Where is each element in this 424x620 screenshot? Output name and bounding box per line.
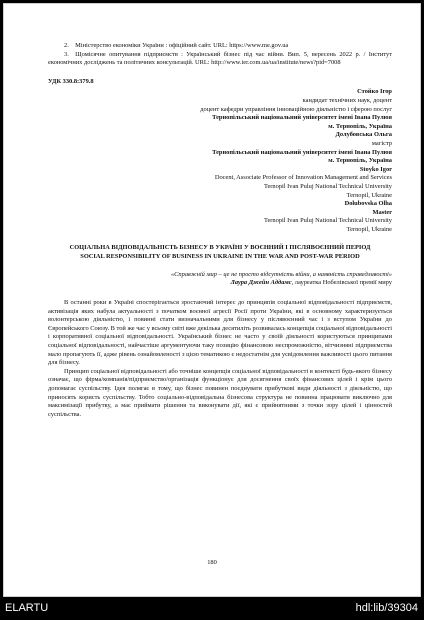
author-degree: магістр (371, 139, 392, 147)
author-block (48, 88, 392, 234)
author-affiliation: Тернопільський національний університет імені Івана Пулюя (212, 148, 392, 156)
author-affiliation: Тернопільський національний університет імені Івана Пулюя (212, 114, 392, 122)
epigraph-attribution (48, 279, 392, 288)
page-content (48, 42, 392, 419)
epigraph-note: , лауреатка Нобелівської премії миру (291, 279, 392, 287)
epigraph (48, 271, 392, 288)
body-paragraph: Принцип соціальної відповідальності або точніше концепція соціальної відповідальності в контексті будь-якого бізнесу означає, що фірма/компанія/підприємство/організація функціонує для досягнення своїх фінансових цілей і крім цього допомагає суспільству. Ідея полягає в тому, що бізнес повинен поєднувати прибуткові види діяльності з діяльністю, що приносять користь суспільству. Тобто соціально-відповідальна бізнесова структура не повинна працювати виключно для максимізації прибутку, а має приймати рішення та виконувати дії, які є прийнятними з точки зору цілей і цінностей суспільства. (48, 367, 392, 418)
author-affiliation: Ternopil Ivan Puluj National Technical University (263, 182, 392, 190)
page-number: 180 (207, 559, 217, 566)
author-city: Ternopil, Ukraine (346, 191, 392, 199)
handle-link[interactable]: hdl:lib/39304 (355, 602, 418, 614)
author-name: Stoyko Igor (359, 165, 392, 173)
author-degree: кандидат технічних наук, доцент (302, 96, 392, 104)
reference-item: 3. Щомісячне опитування підприємств : Український бізнес під час війни. Вип. 5, вересень 2022 р. / Інститут економічних досліджень та політичних консультацій. URL: http://www.ier.com.ua/ua/institute/news?pid=7008 (48, 50, 392, 67)
reference-item: 2. Міністерство економіки України : офіційний сайт. URL: https://www.me.gov.ua (64, 42, 289, 49)
repository-label: ELARTU (5, 602, 49, 614)
author-affiliation: Ternopil Ivan Puluj National Technical University (263, 217, 392, 225)
title-ukrainian: СОЦІАЛЬНА ВІДПОВІДАЛЬНІСТЬ БІЗНЕСУ В УКРАЇНІ У ВОЄННИЙ І ПІСЛЯВОЄННИЙ ПЕРІОД (69, 244, 371, 252)
viewer-footer (0, 597, 424, 620)
author-degree: Master (372, 208, 392, 216)
author-name: Стойко Ігор (357, 88, 392, 96)
document-page (3, 3, 421, 597)
author-name: Dolubovska Olha (344, 200, 392, 208)
author-city: м. Тернопіль, Україна (328, 157, 392, 165)
author-name: Долубовська Ольга (335, 131, 392, 139)
body-paragraph: В останні роки в Україні спостерігається зростаючий інтерес до принципів соціальної відповідальності підприємств, активізація яких набула актуальності з початком воєнної агресії Росії проти України, які в основному характеризується волонтерською діяльністю, і повинні стати визначальними для бізнесу у післявоєнний час і з вступом України до Європейського Союзу. В той же час у всьому світі вже декілька десятиліть розвивалась концепція соціальної відповідальності і корпоративної соціальної відповідальності. Український бізнес не часто у своїй діяльності користуються принципами соціальної відповідальності, найчастіше аргументуючи таку позицію фінансовою неспроможністю, вітчизняні підприємства мало пропагують її, адже рівень ознайомленості з цією тематикою є недостатнім для усвідомлення важливості цього питання для бізнесу. (48, 299, 392, 367)
author-position: Docent, Associate Professor of Innovation Management and Services (214, 174, 392, 182)
author-city: м. Тернопіль, Україна (328, 122, 392, 130)
author-city: Ternopil, Ukraine (346, 225, 392, 233)
epigraph-author: Лаура Джейн Аддамс (230, 279, 292, 287)
article-title (48, 244, 392, 260)
author-position: доцент кафедри управління інноваційною діяльністю і сферою послуг (200, 105, 392, 113)
epigraph-quote: «Справжній мир – це не просто відсутність війни, а наявність справедливості» (170, 270, 392, 278)
title-english: SOCIAL RESPONSIBILITY OF BUSINESS IN UKRAINE IN THE WAR AND POST-WAR PERIOD (80, 252, 360, 260)
udk-code: УДК 330.8:379.8 (48, 77, 94, 85)
